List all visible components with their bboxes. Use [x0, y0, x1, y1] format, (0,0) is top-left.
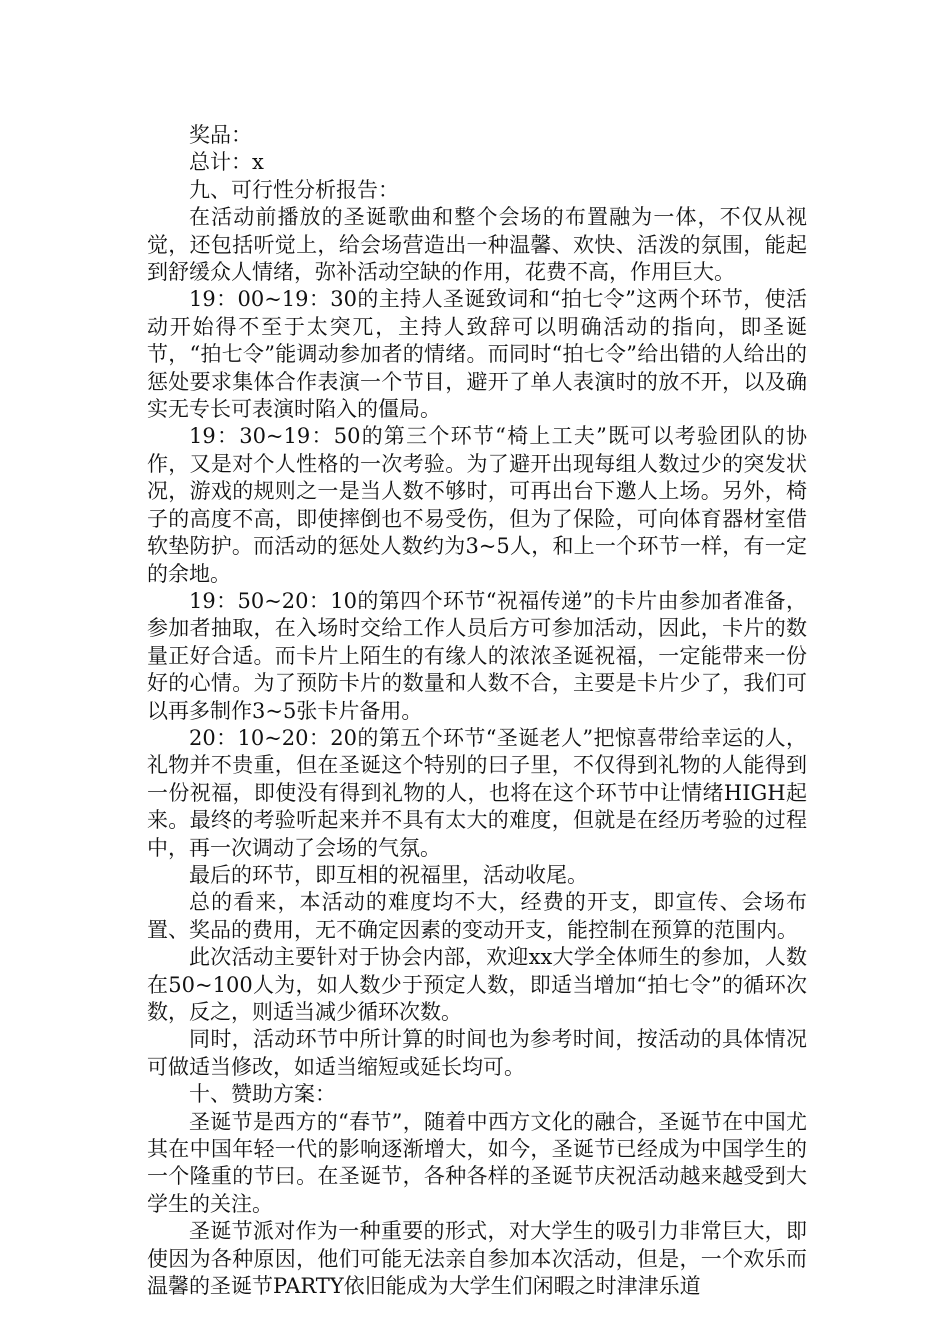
paragraph-participants: 此次活动主要针对于协会内部，欢迎xx大学全体师生的参加，人数在50~100人为，如人数少于预定人数，即适当增加“拍七令”的循环次数，反之，则适当减少循环次数。 [147, 945, 807, 1024]
paragraph-music-decoration: 在活动前播放的圣诞歌曲和整个会场的布置融为一体，不仅从视觉，还包括听觉上，给会场营造出一种温馨、欢快、活泼的氛围，能起到舒缓众人情绪，弥补活动空缺的作用，花费不高，作用巨大。 [147, 205, 807, 285]
paragraph-host-speech: 19：00~19：30的主持人圣诞致词和“拍七令”这两个环节，使活动开始得不至于太突兀，主持人致辞可以明确活动的指向，即圣诞节，“拍七令”能调动参加者的情绪。而同时“拍七令”给出错的人给出的惩处要求集体合作表演一个节目，避开了单人表演时的放不开，以及确实无专长可表演时陷入的僵局。 [147, 287, 807, 422]
paragraph-prize: 奖品： [189, 123, 252, 147]
paragraph-final-segment: 最后的环节，即互相的祝福里，活动收尾。 [189, 862, 588, 887]
paragraph-santa-claus: 20：10~20：20的第五个环节“圣诞老人”把惊喜带给幸运的人，礼物并不贵重，但在圣诞这个特别的曰子里，不仅得到礼物的人能得到一份祝福，即使没有得到礼物的人，也将在这个环节中让情绪HIGH起来。最终的考验听起来并不具有太大的难度，但就是在经历考验的过程中，再一次调动了会场的气氛。 [147, 725, 807, 860]
heading-sponsorship-plan: 十、赞助方案： [189, 1082, 336, 1107]
paragraph-blessing-cards: 19：50~20：10的第四个环节“祝福传递”的卡片由参加者准备，参加者抽取，在入场时交给工作人员后方可参加活动，因此，卡片的数量正好合适。而卡片上陌生的有缘人的浓浓圣诞祝福，一定能带来一份好的心情。为了预防卡片的数量和人数不合，主要是卡片少了，我们可以再多制作3~5张卡片备用。 [147, 588, 807, 723]
document-body [147, 122, 807, 1300]
paragraph-total: 总计：x [189, 150, 264, 175]
paragraph-overall-difficulty: 总的看来，本活动的难度均不大，经费的开支，即宣传、会场布置、奖品的费用，无不确定因素的变动开支，能控制在预算的范围内。 [147, 890, 807, 942]
paragraph-timing: 同时，活动环节中所计算的时间也为参考时间，按活动的具体情况可做适当修改，如适当缩短或延长均可。 [147, 1027, 807, 1079]
paragraph-christmas-culture: 圣诞节是西方的“春节”，随着中西方文化的融合，圣诞节在中国尤其在中国年轻一代的影响逐渐增大，如今，圣诞节已经成为中国学生的一个隆重的节曰。在圣诞节，各种各样的圣诞节庆祝活动越来越受到大学生的关注。 [147, 1109, 807, 1216]
paragraph-christmas-party: 圣诞节派对作为一种重要的形式，对大学生的吸引力非常巨大，即使因为各种原因，他们可能无法亲自参加本次活动，但是，一个欢乐而温馨的圣诞节PARTY依旧能成为大学生们闲暇之时津津乐道 [147, 1219, 807, 1299]
heading-feasibility-report: 九、可行性分析报告： [189, 177, 399, 202]
paragraph-chair-game: 19：30~19：50的第三个环节“椅上工夫”既可以考验团队的协作，又是对个人性格的一次考验。为了避开出现每组人数过少的突发状况，游戏的规则之一是当人数不够时，可再出台下邀人上场。另外，椅子的高度不高，即使摔倒也不易受伤，但为了保险，可向体育器材室借软垫防护。而活动的惩处人数约为3~5人，和上一个环节一样，有一定的余地。 [147, 424, 807, 586]
